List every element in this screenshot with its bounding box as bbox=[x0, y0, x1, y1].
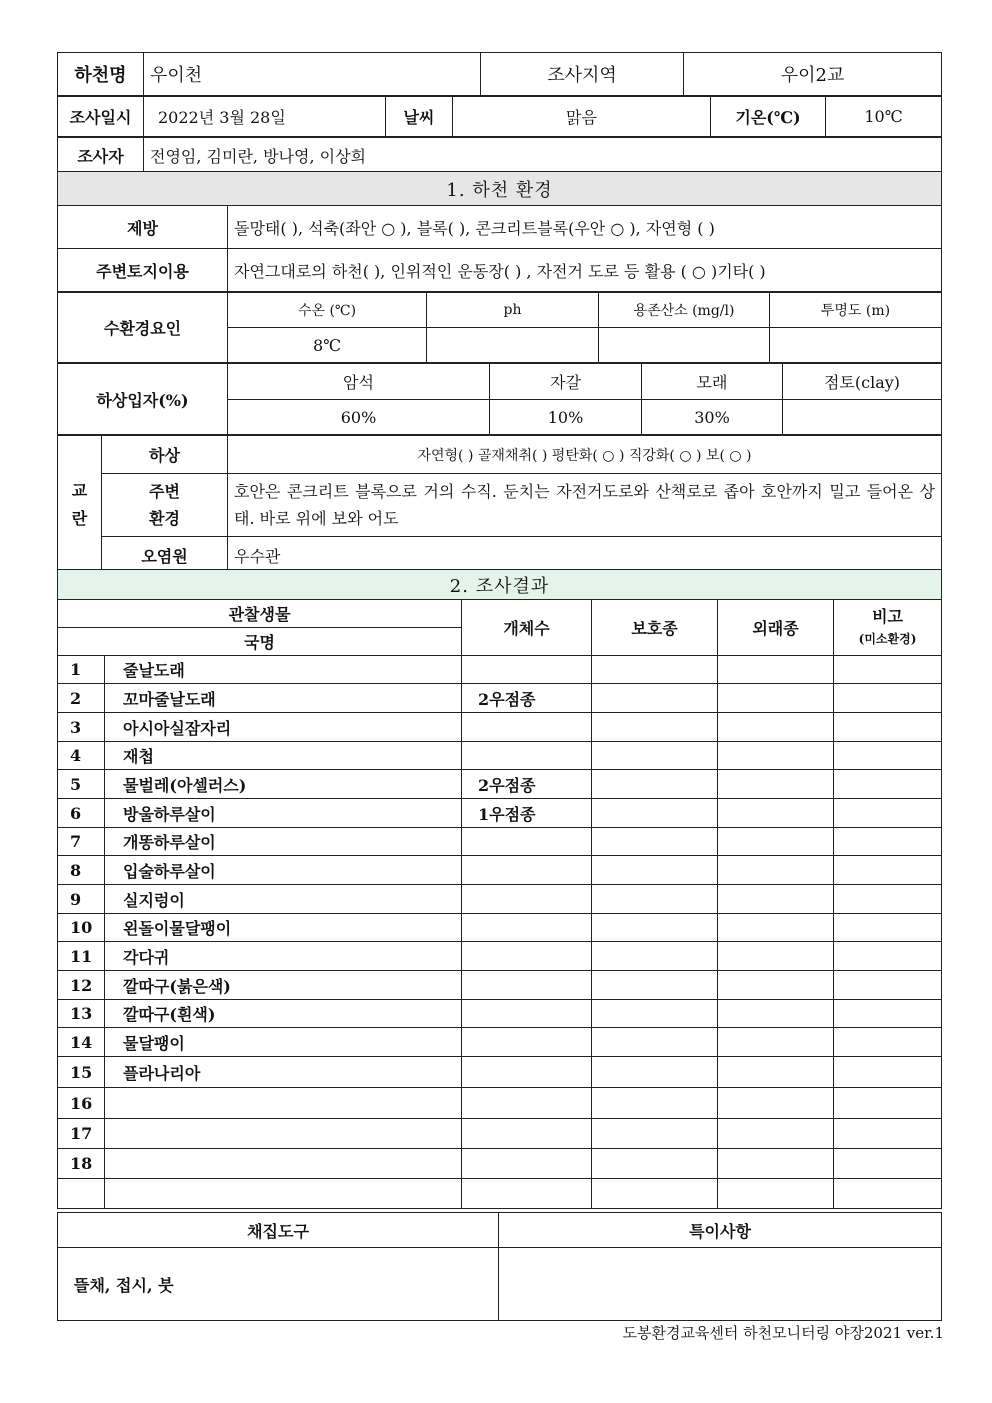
protected-species-cell bbox=[592, 1179, 718, 1209]
individual-count bbox=[462, 828, 592, 856]
environment-block bbox=[57, 171, 941, 574]
individual-count: 2우점종 bbox=[462, 770, 592, 799]
row-number: 10 bbox=[58, 914, 105, 942]
rock-value: 60% bbox=[228, 400, 490, 435]
levee-label: 제방 bbox=[58, 206, 228, 249]
note-cell bbox=[834, 1057, 942, 1088]
protected-species-cell bbox=[592, 856, 718, 885]
individual-count bbox=[462, 856, 592, 885]
special-notes-value bbox=[499, 1248, 942, 1321]
note-cell bbox=[834, 1149, 942, 1179]
row-number: 5 bbox=[58, 770, 105, 799]
table-row bbox=[58, 1119, 942, 1149]
table-row bbox=[58, 1179, 942, 1209]
alien-species-cell bbox=[718, 1179, 834, 1209]
tools-block bbox=[57, 1212, 941, 1321]
surroundings-label-line1: 주변 bbox=[149, 482, 180, 501]
alien-species-cell bbox=[718, 684, 834, 713]
note-cell bbox=[834, 1119, 942, 1149]
individual-count: 1우점종 bbox=[462, 799, 592, 828]
footer-text: 도봉환경교육센터 하천모니터링 야장2021 ver.1 bbox=[622, 1324, 944, 1342]
alien-species-cell bbox=[718, 1000, 834, 1028]
protected-species-cell bbox=[592, 885, 718, 914]
row-number: 15 bbox=[58, 1057, 105, 1088]
individual-count bbox=[462, 1179, 592, 1209]
alien-species-cell bbox=[718, 713, 834, 742]
protected-species-cell bbox=[592, 713, 718, 742]
river-name-label: 하천명 bbox=[58, 53, 144, 96]
note-cell bbox=[834, 914, 942, 942]
species-name: 깔따구(흰색) bbox=[105, 1000, 462, 1028]
row-number: 2 bbox=[58, 684, 105, 713]
note-cell bbox=[834, 684, 942, 713]
note-cell bbox=[834, 885, 942, 914]
weather-label: 날씨 bbox=[386, 97, 453, 137]
survey-area-label: 조사지역 bbox=[481, 53, 684, 96]
row-number: 3 bbox=[58, 713, 105, 742]
row-number: 17 bbox=[58, 1119, 105, 1149]
protected-species-cell bbox=[592, 770, 718, 799]
individual-count bbox=[462, 1119, 592, 1149]
alien-species-header: 외래종 bbox=[718, 600, 834, 656]
note-header bbox=[834, 600, 942, 656]
species-name: 줄날도래 bbox=[105, 656, 462, 684]
individual-count bbox=[462, 942, 592, 971]
species-name: 왼돌이물달팽이 bbox=[105, 914, 462, 942]
individual-count bbox=[462, 742, 592, 770]
water-factor-label: 수환경요인 bbox=[58, 293, 228, 363]
protected-species-cell bbox=[592, 828, 718, 856]
pollution-source-label: 오염원 bbox=[102, 537, 228, 574]
protected-species-header: 보호종 bbox=[592, 600, 718, 656]
row-number: 16 bbox=[58, 1088, 105, 1119]
species-name bbox=[105, 1088, 462, 1119]
species-name: 물달팽이 bbox=[105, 1028, 462, 1057]
pollution-source-value: 우수관 bbox=[228, 537, 942, 574]
section-title-environment: 1. 하천 환경 bbox=[58, 172, 942, 206]
survey-date-label: 조사일시 bbox=[58, 97, 144, 137]
table-row bbox=[58, 914, 942, 942]
sand-header: 모래 bbox=[642, 364, 783, 400]
note-header-sub: (미소환경) bbox=[858, 631, 917, 646]
alien-species-cell bbox=[718, 656, 834, 684]
note-cell bbox=[834, 828, 942, 856]
protected-species-cell bbox=[592, 1119, 718, 1149]
individual-count bbox=[462, 971, 592, 1000]
protected-species-cell bbox=[592, 1057, 718, 1088]
row-number: 9 bbox=[58, 885, 105, 914]
protected-species-cell bbox=[592, 1028, 718, 1057]
row-number: 8 bbox=[58, 856, 105, 885]
individual-count bbox=[462, 914, 592, 942]
section-title-results: 2. 조사결과 bbox=[58, 570, 942, 600]
table-row bbox=[58, 1057, 942, 1088]
individual-count bbox=[462, 1000, 592, 1028]
species-name: 입술하루살이 bbox=[105, 856, 462, 885]
row-number bbox=[58, 1179, 105, 1209]
land-use-label: 주변토지이용 bbox=[58, 249, 228, 292]
note-cell bbox=[834, 942, 942, 971]
table-row bbox=[58, 971, 942, 1000]
ph-value bbox=[427, 328, 599, 363]
surveyor-value: 전영임, 김미란, 방나영, 이상희 bbox=[144, 138, 942, 174]
table-row bbox=[58, 942, 942, 971]
levee-value: 돌망태( ), 석축(좌안 ○ ), 블록( ), 콘크리트블록(우안 ○ ), 자연형 ( ) bbox=[228, 206, 942, 249]
temperature-label: 기온(℃) bbox=[711, 97, 826, 137]
species-name: 재첩 bbox=[105, 742, 462, 770]
alien-species-cell bbox=[718, 914, 834, 942]
note-cell bbox=[834, 856, 942, 885]
special-notes-label: 특이사항 bbox=[499, 1213, 942, 1248]
alien-species-cell bbox=[718, 1088, 834, 1119]
note-cell bbox=[834, 799, 942, 828]
land-use-value: 자연그대로의 하천( ), 인위적인 운동장( ) , 자전거 도로 등 활용 ( ○ )기타( ) bbox=[228, 249, 942, 292]
row-number: 1 bbox=[58, 656, 105, 684]
species-name: 방울하루살이 bbox=[105, 799, 462, 828]
table-row bbox=[58, 684, 942, 713]
row-number: 11 bbox=[58, 942, 105, 971]
note-cell bbox=[834, 1000, 942, 1028]
alien-species-cell bbox=[718, 856, 834, 885]
alien-species-cell bbox=[718, 1149, 834, 1179]
protected-species-cell bbox=[592, 684, 718, 713]
water-temp-value: 8℃ bbox=[228, 328, 427, 363]
table-row bbox=[58, 742, 942, 770]
gravel-value: 10% bbox=[490, 400, 642, 435]
riverbed-value: 자연형( ) 골재채취( ) 평탄화( ○ ) 직강화( ○ ) 보( ○ ) bbox=[228, 436, 942, 474]
protected-species-cell bbox=[592, 799, 718, 828]
species-name bbox=[105, 1179, 462, 1209]
row-number: 4 bbox=[58, 742, 105, 770]
table-row bbox=[58, 770, 942, 799]
clay-header: 점토(clay) bbox=[783, 364, 942, 400]
note-cell bbox=[834, 770, 942, 799]
alien-species-cell bbox=[718, 1119, 834, 1149]
rock-header: 암석 bbox=[228, 364, 490, 400]
gravel-header: 자갈 bbox=[490, 364, 642, 400]
protected-species-cell bbox=[592, 742, 718, 770]
surroundings-label-line2: 환경 bbox=[149, 509, 180, 528]
count-header: 개체수 bbox=[462, 600, 592, 656]
species-name: 각다귀 bbox=[105, 942, 462, 971]
row-number: 6 bbox=[58, 799, 105, 828]
header-block bbox=[57, 52, 941, 174]
individual-count bbox=[462, 1028, 592, 1057]
alien-species-cell bbox=[718, 942, 834, 971]
results-block bbox=[57, 569, 941, 1209]
individual-count bbox=[462, 656, 592, 684]
note-cell bbox=[834, 1179, 942, 1209]
species-name: 아시아실잠자리 bbox=[105, 713, 462, 742]
note-cell bbox=[834, 971, 942, 1000]
note-cell bbox=[834, 656, 942, 684]
row-number: 12 bbox=[58, 971, 105, 1000]
protected-species-cell bbox=[592, 914, 718, 942]
row-number: 18 bbox=[58, 1149, 105, 1179]
alien-species-cell bbox=[718, 799, 834, 828]
protected-species-cell bbox=[592, 1149, 718, 1179]
species-name bbox=[105, 1119, 462, 1149]
table-row bbox=[58, 1088, 942, 1119]
note-cell bbox=[834, 713, 942, 742]
species-name: 개똥하루살이 bbox=[105, 828, 462, 856]
row-number: 7 bbox=[58, 828, 105, 856]
alien-species-cell bbox=[718, 742, 834, 770]
table-row bbox=[58, 1149, 942, 1179]
protected-species-cell bbox=[592, 1088, 718, 1119]
ph-header: ph bbox=[427, 293, 599, 328]
table-row bbox=[58, 828, 942, 856]
table-row bbox=[58, 799, 942, 828]
observed-organism-header: 관찰생물 bbox=[58, 600, 462, 628]
protected-species-cell bbox=[592, 942, 718, 971]
species-name: 플라나리아 bbox=[105, 1057, 462, 1088]
note-cell bbox=[834, 742, 942, 770]
alien-species-cell bbox=[718, 1028, 834, 1057]
table-row bbox=[58, 885, 942, 914]
temperature-value: 10℃ bbox=[826, 97, 942, 137]
protected-species-cell bbox=[592, 1000, 718, 1028]
disturbance-label: 교란 bbox=[58, 436, 102, 574]
water-temp-header: 수온 (℃) bbox=[228, 293, 427, 328]
individual-count: 2우점종 bbox=[462, 684, 592, 713]
korean-name-header: 국명 bbox=[58, 628, 462, 656]
species-name: 깔따구(붉은색) bbox=[105, 971, 462, 1000]
species-name: 꼬마줄날도래 bbox=[105, 684, 462, 713]
survey-date-value: 2022년 3월 28일 bbox=[144, 97, 386, 137]
dissolved-oxygen-header: 용존산소 (mg/l) bbox=[599, 293, 770, 328]
river-name-value: 우이천 bbox=[144, 53, 481, 96]
individual-count bbox=[462, 1057, 592, 1088]
table-row bbox=[58, 856, 942, 885]
note-header-label: 비고 bbox=[872, 606, 903, 626]
species-name: 실지렁이 bbox=[105, 885, 462, 914]
alien-species-cell bbox=[718, 971, 834, 1000]
species-name bbox=[105, 1149, 462, 1179]
alien-species-cell bbox=[718, 828, 834, 856]
survey-area-value: 우이2교 bbox=[684, 53, 942, 96]
collection-tools-label: 채집도구 bbox=[58, 1213, 499, 1248]
collection-tools-value: 뜰채, 접시, 붓 bbox=[58, 1248, 499, 1321]
individual-count bbox=[462, 1088, 592, 1119]
weather-value: 맑음 bbox=[453, 97, 711, 137]
surroundings-label bbox=[102, 474, 228, 537]
alien-species-cell bbox=[718, 1057, 834, 1088]
sand-value: 30% bbox=[642, 400, 783, 435]
individual-count bbox=[462, 713, 592, 742]
riverbed-label: 하상 bbox=[102, 436, 228, 474]
individual-count bbox=[462, 1149, 592, 1179]
clay-value bbox=[783, 400, 942, 435]
bed-particle-label: 하상입자(%) bbox=[58, 364, 228, 435]
alien-species-cell bbox=[718, 885, 834, 914]
table-row bbox=[58, 656, 942, 684]
species-name: 물벌레(아셀러스) bbox=[105, 770, 462, 799]
note-cell bbox=[834, 1088, 942, 1119]
protected-species-cell bbox=[592, 656, 718, 684]
transparency-header: 투명도 (m) bbox=[770, 293, 942, 328]
row-number: 14 bbox=[58, 1028, 105, 1057]
table-row bbox=[58, 1000, 942, 1028]
protected-species-cell bbox=[592, 971, 718, 1000]
table-row bbox=[58, 1028, 942, 1057]
surroundings-value: 호안은 콘크리트 블록으로 거의 수직. 둔치는 자전거도로와 산책로로 좁아 호안까지 밀고 들어온 상태. 바로 위에 보와 어도 bbox=[228, 474, 942, 537]
row-number: 13 bbox=[58, 1000, 105, 1028]
dissolved-oxygen-value bbox=[599, 328, 770, 363]
surveyor-label: 조사자 bbox=[58, 138, 144, 174]
individual-count bbox=[462, 885, 592, 914]
species-table-body bbox=[58, 656, 942, 1209]
alien-species-cell bbox=[718, 770, 834, 799]
note-cell bbox=[834, 1028, 942, 1057]
table-row bbox=[58, 713, 942, 742]
transparency-value bbox=[770, 328, 942, 363]
